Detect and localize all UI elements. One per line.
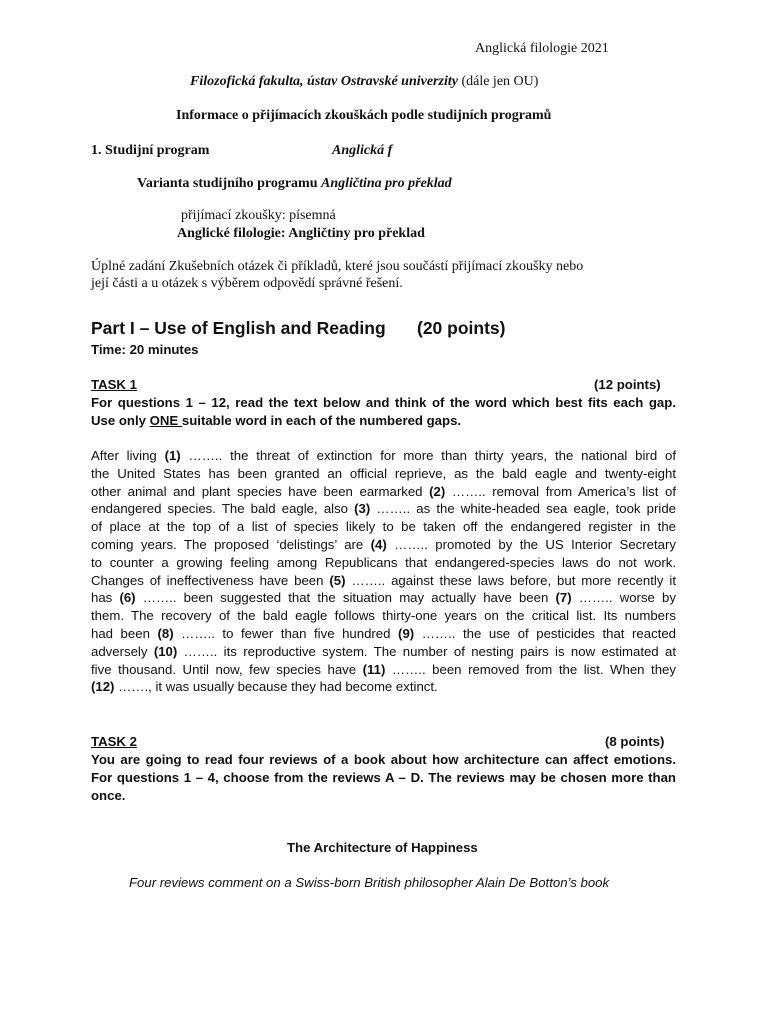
task1-text-line <box>91 554 676 572</box>
text-run: endangered species. The bald eagle, also <box>91 501 355 517</box>
task2-instr-line: For questions 1 – 4, choose from the reviews A – D. The reviews may be chosen more than <box>91 769 676 785</box>
text-run: …….. the use of pesticides that reacted <box>414 625 676 641</box>
text-run: After living <box>91 448 165 463</box>
faculty-line <box>190 74 538 90</box>
task1-text-line <box>91 661 676 679</box>
gap-number: (7) <box>555 590 572 606</box>
task1-text-line <box>91 518 676 536</box>
text-run: had been <box>91 625 158 641</box>
text-run: five thousand. Until now, few species have <box>91 661 363 677</box>
text-run: …….. to fewer than five hundred <box>173 625 399 641</box>
task2-label: TASK 2 <box>91 734 137 749</box>
faculty-name: Filozofická fakulta, ústav Ostravské univerzity <box>190 74 458 89</box>
part1-title: Part I – Use of English and Reading <box>91 318 386 338</box>
task1-text-line <box>91 625 676 643</box>
program-label: 1. Studijní program <box>91 143 210 158</box>
task1-instr-line-1: For questions 1 – 12, read the text below and think of the word which best fits each gap. <box>91 395 676 410</box>
full-text-line-1: Úplné zadání Zkušebních otázek či příkladů, které jsou součástí přijímací zkoušky nebo <box>91 259 584 274</box>
text-run: other animal and plant species have been earmarked <box>91 483 430 499</box>
task1-label: TASK 1 <box>91 377 137 392</box>
variant-label: Varianta studijního programu <box>137 176 321 191</box>
gap-number: (9) <box>398 625 415 641</box>
full-text-line-2: její části a u otázek s výběrem odpovědí správné řešení. <box>91 276 403 291</box>
variant-line <box>137 176 452 192</box>
text-run: ……., it was usually because they had become extinct. <box>114 679 438 695</box>
book-subtitle: Four reviews comment on a Swiss-born British philosopher Alain De Botton’s book <box>129 875 610 890</box>
task1-text-line <box>91 678 676 696</box>
gap-number: (3) <box>354 501 371 517</box>
text-run: Changes of ineffectiveness have been <box>91 572 330 588</box>
task2-instr-line: You are going to read four reviews of a book about how architecture can affect emotions. <box>91 752 676 767</box>
text-run: …….. been suggested that the situation may actually have been <box>135 590 556 606</box>
text-run: …….. promoted by the US Interior Secretary <box>386 536 676 552</box>
part1-points: (20 points) <box>417 318 506 338</box>
gap-number: (8) <box>157 625 174 641</box>
text-run: …….. worse by <box>571 590 676 606</box>
task1-text-line <box>91 536 676 554</box>
exam-subject: Anglické filologie: Angličtiny pro překlad <box>177 226 425 241</box>
instr-one: ONE <box>149 412 182 428</box>
text-run: …….. against these laws before, but more recently it <box>345 572 676 588</box>
text-run: coming years. The proposed ‘delistings’ are <box>91 536 371 552</box>
task1-text-line <box>91 483 676 501</box>
gap-number: (4) <box>370 536 387 552</box>
text-run: …….. removal from America’s list of <box>445 483 676 499</box>
task1-text-line <box>91 589 676 607</box>
exam-type: přijímací zkoušky: písemná <box>181 208 336 223</box>
task1-text-line <box>91 465 676 483</box>
task1-text-line <box>91 572 676 590</box>
task1-text-line <box>91 447 676 465</box>
task2-instructions <box>91 751 676 804</box>
faculty-abbrev: (dále jen OU) <box>457 74 539 89</box>
task1-points: (12 points) <box>594 377 661 392</box>
gap-number: (10) <box>153 643 178 659</box>
gap-number: (2) <box>429 483 446 499</box>
text-run: of place at the top of a list of species likely to be taken off the endangered register in the <box>91 519 676 535</box>
task2-instr-line: once. <box>91 787 126 803</box>
instr-use-only: Use only <box>91 412 150 428</box>
task1-instructions <box>91 394 676 430</box>
program-name: Anglická f <box>332 143 393 158</box>
text-run: …….. been removed from the list. When they <box>385 661 676 677</box>
text-run: has <box>91 590 120 606</box>
text-run: them. The recovery of the bald eagle follows thirty-one years on the critical list. Its numbers <box>91 608 676 624</box>
info-title: Informace o přijímacích zkouškách podle studijních programů <box>176 108 552 123</box>
text-run: …….. as the white-headed sea eagle, took pride <box>370 501 676 517</box>
gap-number: (1) <box>164 448 181 463</box>
task2-points: (8 points) <box>605 734 665 749</box>
text-run: the United States has been granted an official reprieve, as the bald eagle and twenty-eight <box>91 465 676 481</box>
header-top-right: Anglická filologie 2021 <box>475 41 609 56</box>
variant-name: Angličtina pro překlad <box>320 176 452 191</box>
task1-instr-line-2 <box>91 412 676 430</box>
gap-number: (12) <box>91 679 115 695</box>
task1-text-line <box>91 500 676 518</box>
part1-time: Time: 20 minutes <box>91 342 199 357</box>
book-title: The Architecture of Happiness <box>287 840 478 855</box>
task1-text-line <box>91 643 676 661</box>
text-run: …….. its reproductive system. The number of nesting pairs is now estimated at <box>177 643 676 659</box>
task1-text-line <box>91 607 676 625</box>
text-run: adversely <box>91 643 154 659</box>
gap-number: (5) <box>329 572 346 588</box>
task1-text <box>91 447 676 696</box>
text-run: …….. the threat of extinction for more than thirty years, the national bird of <box>180 448 676 463</box>
gap-number: (11) <box>362 661 386 677</box>
instr-rest: suitable word in each of the numbered gaps. <box>181 412 462 428</box>
text-run: to counter a growing feeling among Republicans that endangered-species laws do not work. <box>91 554 676 570</box>
gap-number: (6) <box>119 590 136 606</box>
